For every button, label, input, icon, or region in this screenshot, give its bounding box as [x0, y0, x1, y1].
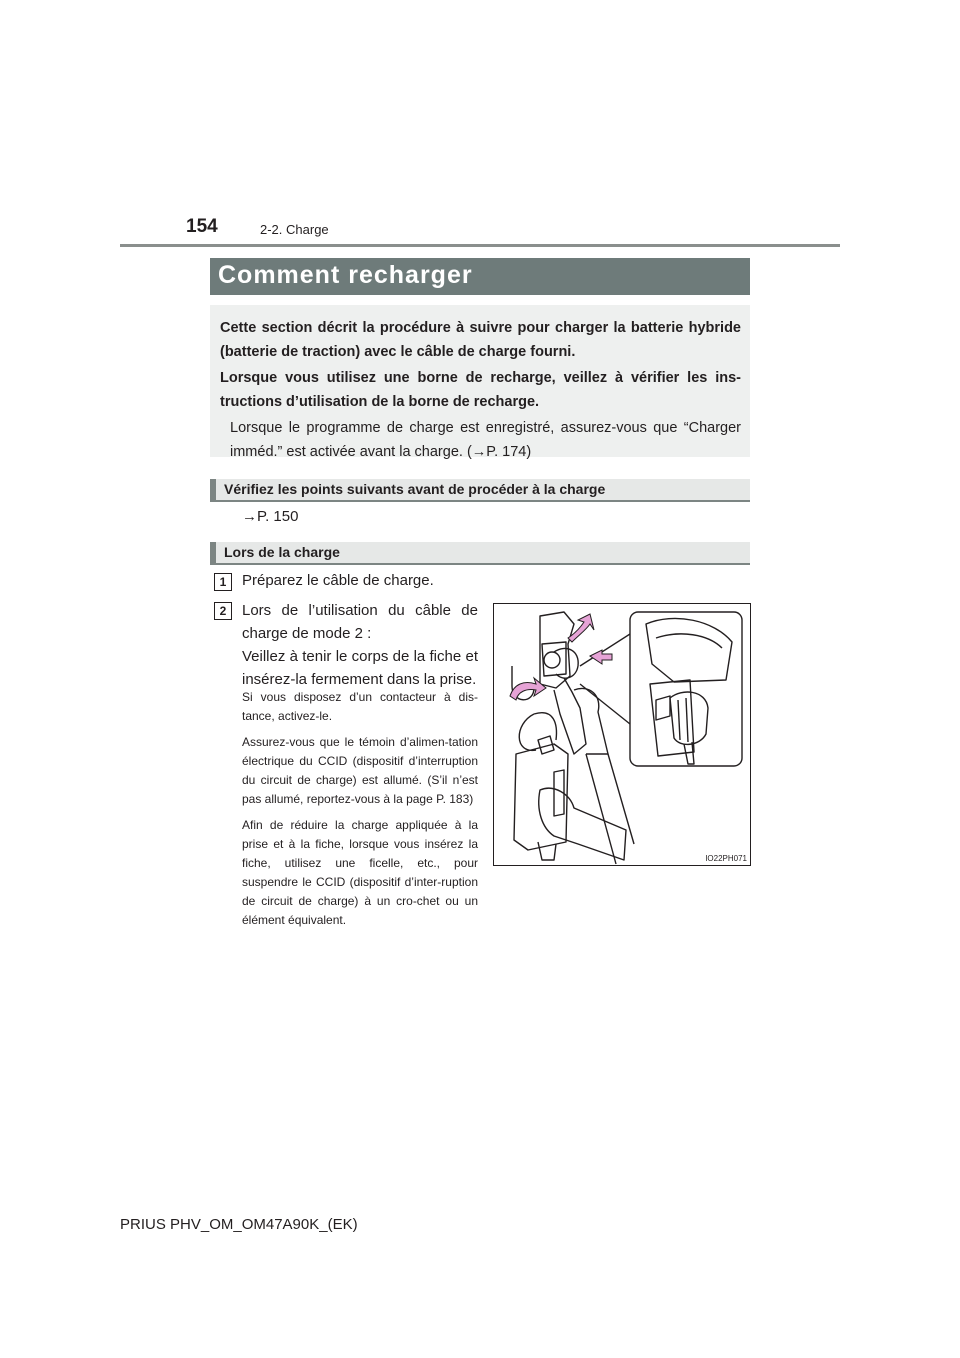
step-1-text: Préparez le câble de charge.: [242, 572, 434, 589]
header-rule: [120, 244, 840, 247]
page-title: Comment recharger: [218, 261, 473, 289]
step-2-notes: [242, 688, 478, 937]
intro-paragraph-3: Lorsque le programme de charge est enregistré, assurez-vous que “Charger imméd.” est activée avant la charge. (→P. 174): [230, 420, 741, 460]
section-heading-charging: [210, 542, 750, 565]
page-number: 154: [186, 216, 218, 237]
intro-box: [210, 305, 750, 460]
note-remote-switch: Si vous disposez d’un contacteur à dis-tance, activez-le.: [242, 690, 478, 723]
step-number-2: 2: [214, 602, 232, 620]
charging-illustration: [493, 603, 751, 866]
section-label: 2-2. Charge: [260, 222, 329, 237]
step-2-text: [242, 599, 478, 691]
section-heading-check-label: Vérifiez les points suivants avant de procéder à la charge: [224, 481, 606, 497]
step-number-1: 1: [214, 573, 232, 591]
document-footer: PRIUS PHV_OM_OM47A90K_(EK): [120, 1216, 358, 1233]
note-hang-ccid: Afin de réduire la charge appliquée à la prise et à la fiche, lorsque vous insérez la fiche, utilisez une ficelle, etc., pour suspendre le CCID (dispositif d’inter-ruption de circuit de charge) à un cro-chet ou un élément équivalent.: [242, 818, 478, 927]
intro-paragraph-1: Cette section décrit la procédure à suivre pour charger la batterie hybride (batterie de traction) avec le câble de charge fourni.: [220, 320, 741, 360]
title-bar: [210, 258, 750, 295]
step-2-line-a: Lors de l’utilisation du câble de charge de mode 2 :: [242, 602, 478, 642]
section-heading-charging-label: Lors de la charge: [224, 544, 340, 560]
figure-code: IO22PH071: [705, 854, 747, 863]
intro-paragraph-2: Lorsque vous utilisez une borne de recharge, veillez à vérifier les ins-tructions d’utilisation de la borne de recharge.: [220, 370, 741, 410]
step-2-line-b: Veillez à tenir le corps de la fiche et insérez-la fermement dans la prise.: [242, 648, 478, 688]
page-reference: →P. 150: [242, 508, 299, 525]
section-heading-check: [210, 479, 750, 502]
charging-plug-drawing: [494, 604, 750, 865]
note-ccid-indicator: Assurez-vous que le témoin d’alimen-tation électrique du CCID (dispositif d’interruption du circuit de charge) est allumé. (S’il n’est pas allumé, reportez-vous à la page P. 183): [242, 735, 478, 806]
